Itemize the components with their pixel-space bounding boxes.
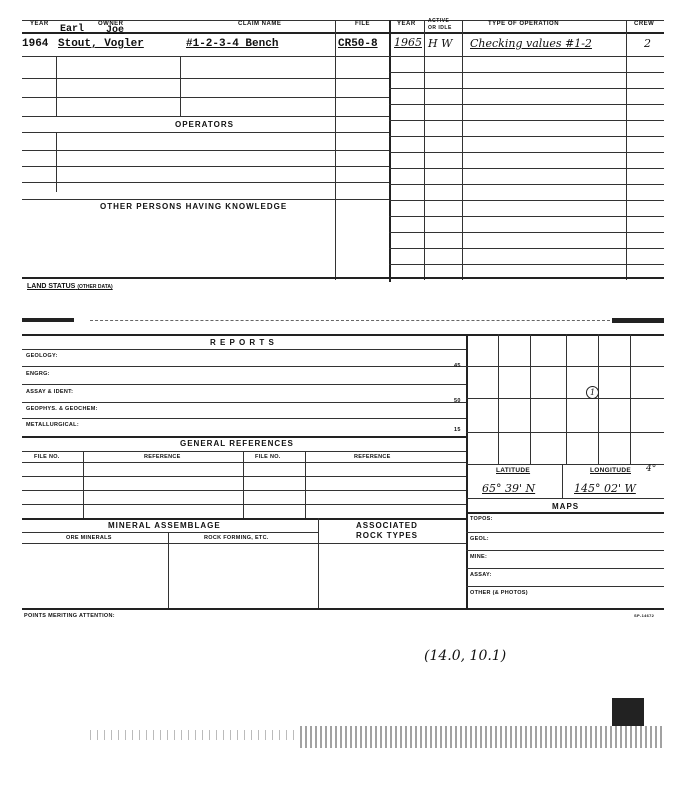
form-number: SP-14672 xyxy=(634,613,655,618)
entry-file: CR50-8 xyxy=(338,38,378,50)
header-file: FILE xyxy=(355,21,370,27)
report-engrg: ENGRG: xyxy=(26,371,50,377)
report-number-50: 50 xyxy=(454,398,461,404)
maps-topos: TOPOS: xyxy=(470,516,493,522)
longitude-label: LONGITUDE xyxy=(590,467,631,474)
header-owner: OWNER xyxy=(98,21,124,27)
report-geophys: GEOPHYS. & GEOCHEM: xyxy=(26,406,98,412)
header-or-idle: OR IDLE xyxy=(428,25,452,31)
scan-noise-strip xyxy=(300,726,664,748)
entry-year: 1964 xyxy=(22,38,49,50)
entry-owner: Stout, Vogler xyxy=(58,38,144,50)
entry-claim: #1-2-3-4 Bench xyxy=(186,38,279,50)
section-associated: ASSOCIATED xyxy=(356,521,418,530)
latitude-value: 65° 39' N xyxy=(482,482,536,495)
header-year: YEAR xyxy=(30,21,49,27)
entry-owner-second: Joe xyxy=(106,25,125,36)
section-general-references: GENERAL REFERENCES xyxy=(180,439,294,448)
section-mineral-assemblage: MINERAL ASSEMBLAGE xyxy=(108,521,221,530)
header-crew: CREW xyxy=(634,21,655,27)
land-status-label: LAND STATUS (OTHER DATA) xyxy=(27,283,113,290)
header-type-of-operation: TYPE OF OPERATION xyxy=(488,21,560,27)
latitude-label: LATITUDE xyxy=(496,467,531,474)
section-other-persons: OTHER PERSONS HAVING KNOWLEDGE xyxy=(100,202,288,211)
maps-geol: GEOL: xyxy=(470,536,489,542)
ref-file-no-2: FILE NO. xyxy=(255,454,281,460)
header-claim-name: CLAIM NAME xyxy=(238,21,282,27)
header-op-year: YEAR xyxy=(397,21,416,27)
mineral-rock-forming: ROCK FORMING, ETC. xyxy=(204,535,269,541)
scan-noise-strip-left xyxy=(90,730,300,740)
mineral-ore: ORE MINERALS xyxy=(66,535,112,541)
redaction-mark-left xyxy=(22,318,74,322)
report-metallurgical: METALLURGICAL: xyxy=(26,422,79,428)
handwritten-coordinates-note: (14.0, 10.1) xyxy=(424,648,507,664)
section-operators: OPERATORS xyxy=(175,120,234,129)
entry-op-year: 1965 xyxy=(394,36,422,49)
points-meriting-attention: POINTS MERITING ATTENTION: xyxy=(24,613,115,619)
header-active: ACTIVE xyxy=(428,18,450,24)
section-reports: R E P O R T S xyxy=(210,338,275,347)
report-number-45: 45 xyxy=(454,363,461,369)
ref-reference-2: REFERENCE xyxy=(354,454,391,460)
entry-active-or-idle: H W xyxy=(428,37,453,50)
longitude-value: 145° 02' W xyxy=(574,482,636,495)
scan-block-mark xyxy=(612,698,644,726)
entry-crew: 2 xyxy=(644,37,651,50)
redaction-mark-right xyxy=(612,318,664,323)
section-rock-types: ROCK TYPES xyxy=(356,531,419,540)
maps-assay: ASSAY: xyxy=(470,572,492,578)
longitude-extra: 4° xyxy=(646,464,657,474)
map-marker-circle: 1 xyxy=(586,386,599,399)
ref-reference-1: REFERENCE xyxy=(144,454,181,460)
report-number-15: 15 xyxy=(454,427,461,433)
report-assay: ASSAY & IDENT: xyxy=(26,389,74,395)
entry-operation: Checking values #1-2 xyxy=(470,37,592,50)
ref-file-no-1: FILE NO. xyxy=(34,454,60,460)
report-geology: GEOLOGY: xyxy=(26,353,58,359)
section-maps: MAPS xyxy=(552,502,580,511)
maps-mine: MINE: xyxy=(470,554,488,560)
entry-owner-first: Earl xyxy=(60,24,85,35)
maps-other: OTHER (& PHOTOS) xyxy=(470,590,528,596)
